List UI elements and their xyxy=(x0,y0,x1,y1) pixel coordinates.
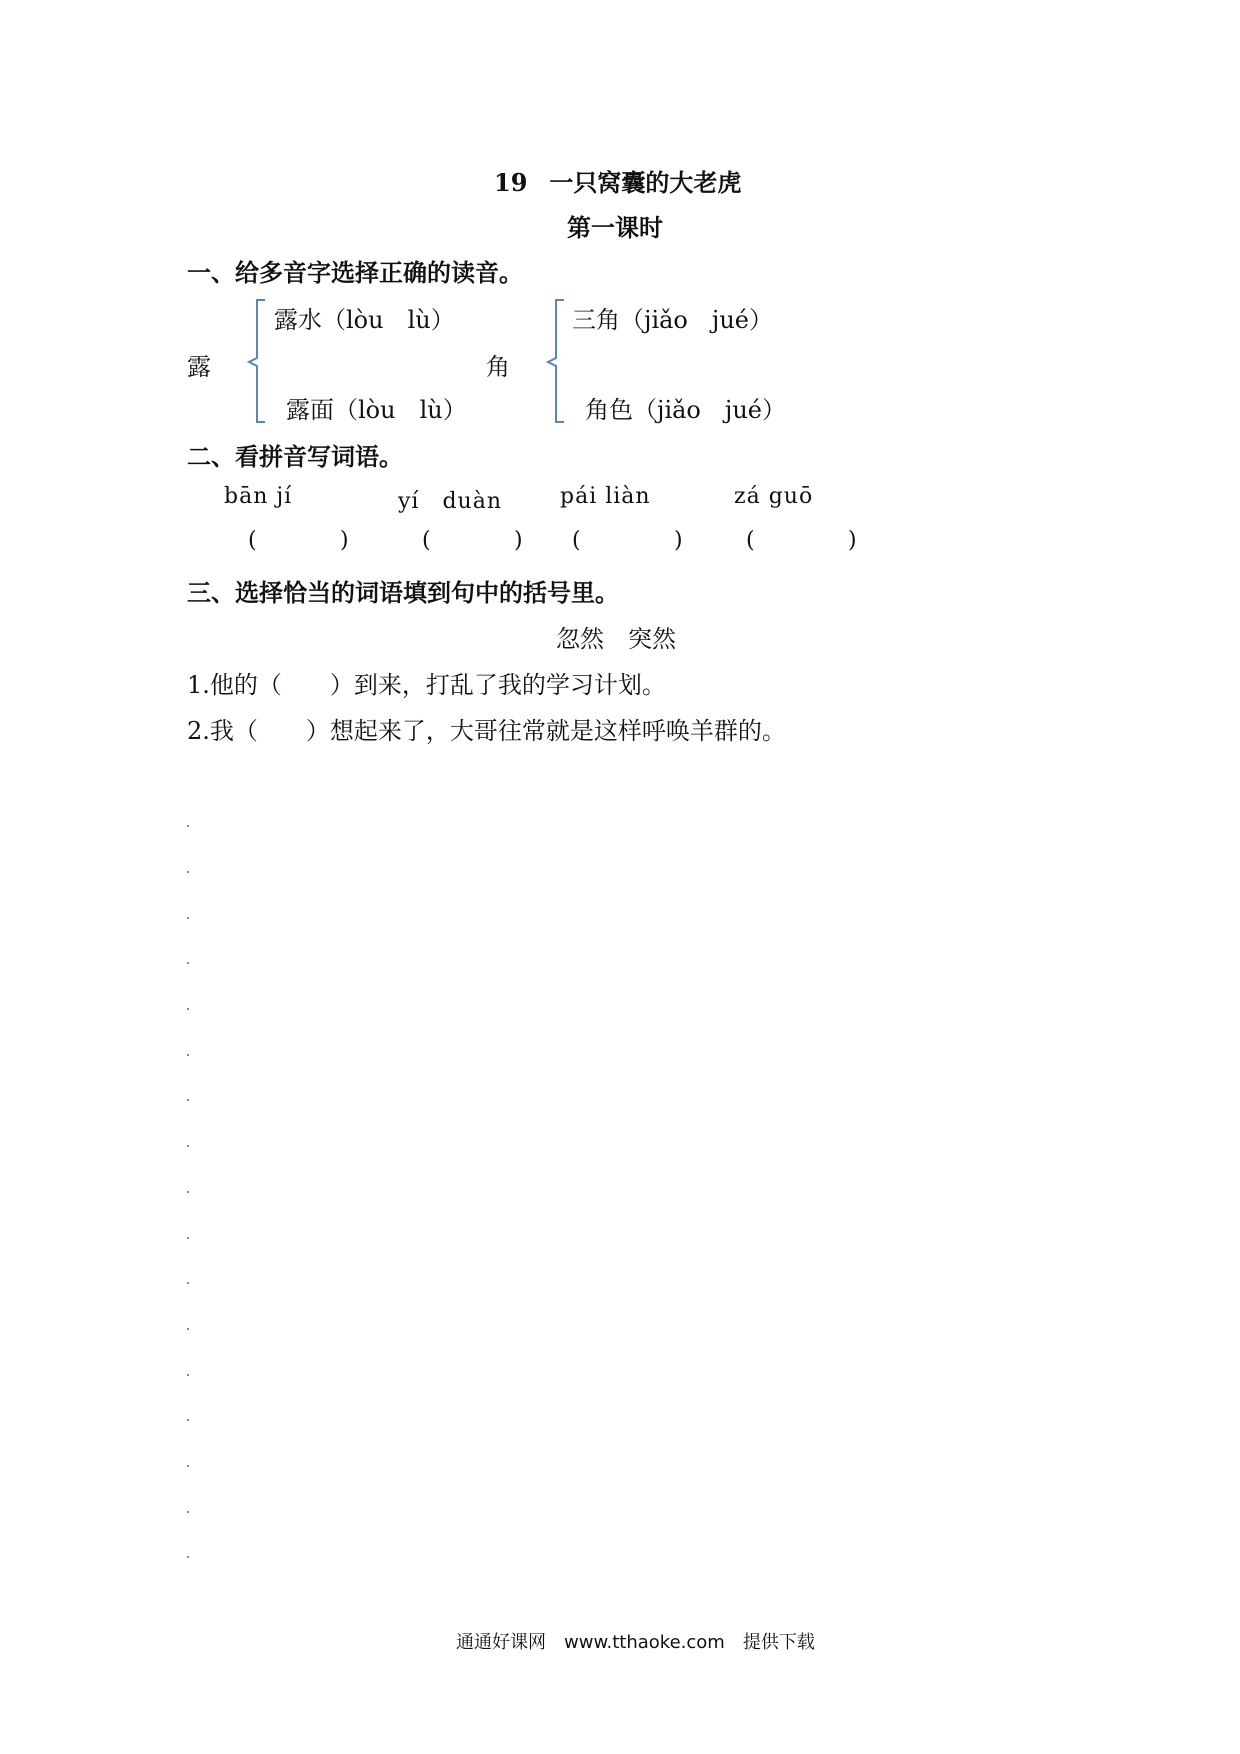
page-title xyxy=(494,163,741,198)
margin-dot xyxy=(187,1465,189,1467)
answer-blank: ) xyxy=(848,528,857,553)
margin-dot xyxy=(187,1556,189,1558)
answer-blank: ( xyxy=(572,528,581,553)
polyphone-char-lu: 露 xyxy=(187,353,211,381)
margin-dot xyxy=(187,1099,189,1101)
margin-dot xyxy=(187,1511,189,1513)
lesson-title: 一只窝囊的大老虎 xyxy=(549,168,742,197)
margin-dot xyxy=(187,1054,189,1056)
margin-dot xyxy=(187,1419,189,1421)
answer-blank: ) xyxy=(340,528,349,553)
margin-dot xyxy=(187,871,189,873)
answer-blank: ( xyxy=(746,528,755,553)
section3-heading: 三、选择恰当的词语填到句中的括号里。 xyxy=(187,578,619,607)
answer-blank: ) xyxy=(514,528,523,553)
margin-dot xyxy=(187,1282,189,1284)
margin-dot xyxy=(187,1374,189,1376)
section2-heading: 二、看拼音写词语。 xyxy=(187,442,403,471)
margin-dot xyxy=(187,1191,189,1193)
page-subtitle: 第一课时 xyxy=(567,213,663,242)
left-brace-lu xyxy=(247,296,277,426)
sentence-2: 2.我（ ）想起来了，大哥往常就是这样呼唤羊群的。 xyxy=(187,717,786,745)
lu-option-top: 露水（lòu lù） xyxy=(274,306,455,334)
margin-dot xyxy=(187,917,189,919)
pinyin-item: yí duàn xyxy=(398,489,503,514)
pinyin-item: pái liàn xyxy=(560,484,651,509)
section1-heading: 一、给多音字选择正确的读音。 xyxy=(187,258,523,287)
margin-dot xyxy=(187,1145,189,1147)
margin-dot xyxy=(187,1328,189,1330)
pinyin-item: zá guō xyxy=(734,484,814,509)
polyphone-char-jiao: 角 xyxy=(486,353,510,381)
jiao-option-top: 三角（jiǎo jué） xyxy=(572,306,773,334)
lu-option-bottom: 露面（lòu lù） xyxy=(286,396,467,424)
answer-blank: ( xyxy=(422,528,431,553)
margin-dot xyxy=(187,825,189,827)
answer-blank: ) xyxy=(674,528,683,553)
jiao-option-bottom: 角色（jiǎo jué） xyxy=(585,396,786,424)
answer-blank: ( xyxy=(248,528,257,553)
page-footer: 通通好课网 www.tthaoke.com 提供下载 xyxy=(456,1632,815,1653)
sentence-1: 1.他的（ ）到来，打乱了我的学习计划。 xyxy=(187,671,666,699)
margin-dot xyxy=(187,1008,189,1010)
lesson-number: 19 xyxy=(494,168,528,197)
margin-dot xyxy=(187,1237,189,1239)
pinyin-item: bān jí xyxy=(224,484,293,509)
word-options: 忽然 突然 xyxy=(556,625,676,653)
margin-dot xyxy=(187,962,189,964)
